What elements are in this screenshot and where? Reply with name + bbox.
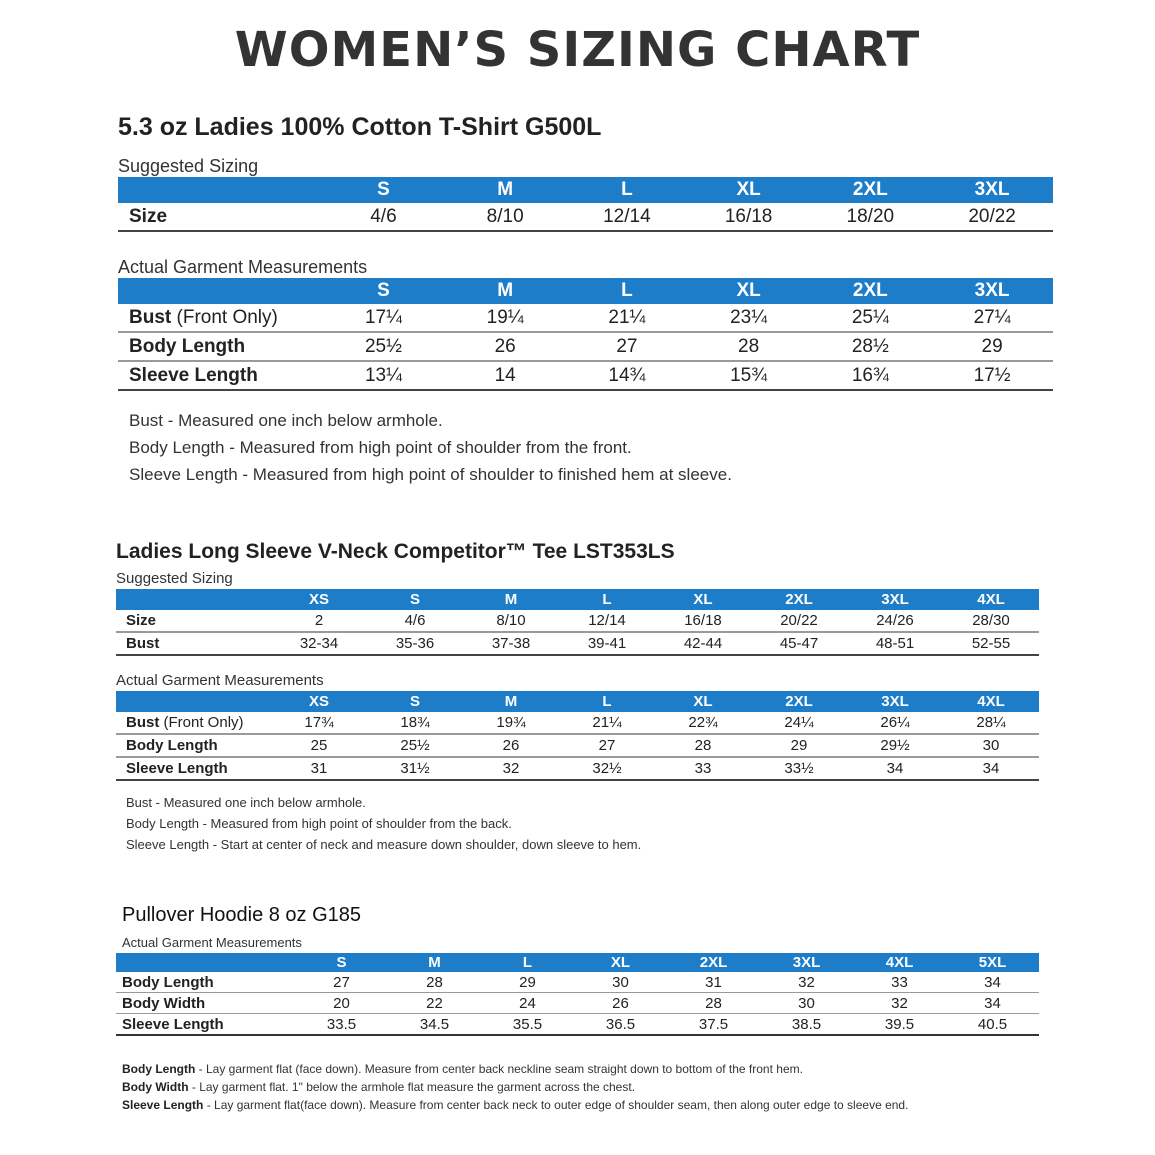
- table-cell: 16/18: [655, 610, 751, 632]
- table-cell: 2: [271, 610, 367, 632]
- row-label-text: Body Length: [122, 973, 214, 991]
- table-cell: 27¼: [931, 304, 1053, 332]
- row-label: [118, 304, 323, 332]
- size-header-cell: 5XL: [946, 953, 1039, 972]
- table-cell: 34.5: [388, 1014, 481, 1036]
- size-header-cell: XS: [271, 589, 367, 610]
- header-corner: [116, 589, 271, 610]
- table-cell: 24¼: [751, 712, 847, 734]
- tshirt-suggested-table: [118, 177, 1053, 232]
- table-cell: 32-34: [271, 632, 367, 655]
- table-cell: 52-55: [943, 632, 1039, 655]
- size-header-row: [116, 589, 1039, 610]
- table-cell: 39-41: [559, 632, 655, 655]
- row-label: [116, 712, 271, 734]
- table-cell: 16/18: [688, 203, 810, 231]
- hoodie-notes: [116, 1060, 1039, 1114]
- row-label: [116, 1014, 295, 1036]
- table-cell: 8/10: [444, 203, 566, 231]
- table-cell: 25½: [367, 734, 463, 757]
- table-cell: 29: [751, 734, 847, 757]
- longsleeve-note: Sleeve Length - Start at center of neck and measure down shoulder, down sleeve to hem.: [126, 837, 642, 852]
- table-cell: 27: [295, 972, 388, 993]
- table-cell: 34: [946, 993, 1039, 1014]
- header-corner: [118, 177, 323, 203]
- table-cell: 24: [481, 993, 574, 1014]
- hoodie-note: [122, 1078, 1039, 1096]
- row-label: [118, 361, 323, 390]
- size-header-cell: 3XL: [760, 953, 853, 972]
- table-cell: 28: [388, 972, 481, 993]
- table-row: [116, 1014, 1039, 1036]
- table-cell: 28: [667, 993, 760, 1014]
- table-row: [116, 712, 1039, 734]
- table-cell: 13¼: [323, 361, 445, 390]
- table-cell: 26¼: [847, 712, 943, 734]
- table-row: [116, 610, 1039, 632]
- table-cell: 35-36: [367, 632, 463, 655]
- table-cell: 33: [655, 757, 751, 780]
- size-header-cell: M: [444, 177, 566, 203]
- row-label: [118, 203, 323, 231]
- table-cell: 33.5: [295, 1014, 388, 1036]
- table-cell: 42-44: [655, 632, 751, 655]
- table-cell: 22: [388, 993, 481, 1014]
- longsleeve-suggested-table: [116, 589, 1039, 656]
- size-header-cell: XL: [655, 589, 751, 610]
- table-cell: 38.5: [760, 1014, 853, 1036]
- table-cell: 31½: [367, 757, 463, 780]
- table-row: [118, 304, 1053, 332]
- row-label: [116, 610, 271, 632]
- table-cell: 12/14: [559, 610, 655, 632]
- table-cell: 15¾: [688, 361, 810, 390]
- table-cell: 33: [853, 972, 946, 993]
- size-header-cell: 2XL: [667, 953, 760, 972]
- size-header-cell: M: [388, 953, 481, 972]
- size-header-row: [116, 953, 1039, 972]
- hoodie-note-text: - Lay garment flat (face down). Measure from center back neckline seam straight down to bottom of the front hem.: [195, 1062, 803, 1076]
- size-header-cell: M: [444, 278, 566, 304]
- header-corner: [116, 691, 271, 712]
- table-cell: 14¾: [566, 361, 688, 390]
- table-cell: 4/6: [367, 610, 463, 632]
- hoodie-actual-label: Actual Garment Measurements: [122, 935, 302, 950]
- longsleeve-title: Ladies Long Sleeve V-Neck Competitor™ Tee LST353LS: [116, 540, 675, 563]
- table-cell: 34: [943, 757, 1039, 780]
- row-label-text: Sleeve Length: [122, 1015, 224, 1033]
- table-cell: 27: [559, 734, 655, 757]
- header-corner: [118, 278, 323, 304]
- table-cell: 28¼: [943, 712, 1039, 734]
- size-header-cell: S: [323, 177, 445, 203]
- table-cell: 33½: [751, 757, 847, 780]
- table-cell: 22¾: [655, 712, 751, 734]
- row-label-text: Sleeve Length: [129, 364, 258, 386]
- table-cell: 35.5: [481, 1014, 574, 1036]
- row-label-text: Bust: [129, 306, 172, 328]
- table-cell: 45-47: [751, 632, 847, 655]
- size-header-cell: S: [367, 691, 463, 712]
- table-cell: 31: [271, 757, 367, 780]
- size-header-row: [118, 177, 1053, 203]
- tshirt-suggested-body: [118, 177, 1053, 231]
- table-row: [116, 972, 1039, 993]
- size-header-row: [118, 278, 1053, 304]
- size-header-cell: M: [463, 691, 559, 712]
- table-cell: 28½: [809, 332, 931, 361]
- table-cell: 4/6: [323, 203, 445, 231]
- table-cell: 19¾: [463, 712, 559, 734]
- page-title: WOMEN’S SIZING CHART: [234, 22, 921, 78]
- table-row: [118, 203, 1053, 231]
- size-header-cell: 3XL: [847, 589, 943, 610]
- row-label: [116, 757, 271, 780]
- size-header-cell: S: [323, 278, 445, 304]
- hoodie-note-text: - Lay garment flat(face down). Measure from center back neck to outer edge of shoulder seam, then along outer edge to sleeve end.: [203, 1098, 909, 1112]
- longsleeve-actual-body: [116, 691, 1039, 780]
- size-header-cell: L: [566, 177, 688, 203]
- longsleeve-section: [116, 540, 1039, 855]
- hoodie-note-term: Sleeve Length: [122, 1098, 204, 1112]
- tshirt-note: Body Length - Measured from high point of shoulder from the front.: [129, 438, 632, 457]
- table-cell: 20/22: [751, 610, 847, 632]
- size-header-row: [116, 691, 1039, 712]
- row-label-text: Sleeve Length: [126, 760, 228, 777]
- longsleeve-actual-table: [116, 691, 1039, 781]
- size-header-cell: L: [566, 278, 688, 304]
- longsleeve-actual-label: Actual Garment Measurements: [116, 672, 324, 689]
- longsleeve-note: Bust - Measured one inch below armhole.: [126, 795, 366, 810]
- table-cell: 28/30: [943, 610, 1039, 632]
- table-cell: 25: [271, 734, 367, 757]
- table-cell: 28: [655, 734, 751, 757]
- table-cell: 30: [574, 972, 667, 993]
- table-cell: 28: [688, 332, 810, 361]
- tshirt-title: 5.3 oz Ladies 100% Cotton T-Shirt G500L: [118, 113, 602, 141]
- size-header-cell: L: [559, 589, 655, 610]
- size-header-cell: 2XL: [751, 589, 847, 610]
- table-cell: 25¼: [809, 304, 931, 332]
- table-cell: 34: [847, 757, 943, 780]
- row-label: [116, 632, 271, 655]
- table-cell: 29½: [847, 734, 943, 757]
- table-cell: 16¾: [809, 361, 931, 390]
- row-label-suffix: (Front Only): [159, 714, 244, 731]
- size-header-cell: 2XL: [809, 278, 931, 304]
- table-cell: 29: [481, 972, 574, 993]
- tshirt-section: [118, 113, 1053, 488]
- hoodie-note-term: Body Length: [122, 1062, 196, 1076]
- table-cell: 30: [943, 734, 1039, 757]
- row-label-text: Body Width: [122, 994, 206, 1012]
- tshirt-notes: [118, 407, 1053, 488]
- size-header-cell: XL: [655, 691, 751, 712]
- size-header-cell: 4XL: [943, 691, 1039, 712]
- row-label: [116, 993, 295, 1014]
- row-label: [116, 734, 271, 757]
- row-label-text: Size: [129, 205, 168, 227]
- tshirt-note: Sleeve Length - Measured from high point of shoulder to finished hem at sleeve.: [129, 465, 732, 484]
- table-cell: 31: [667, 972, 760, 993]
- table-cell: 17¼: [323, 304, 445, 332]
- table-cell: 30: [760, 993, 853, 1014]
- table-cell: 37-38: [463, 632, 559, 655]
- size-header-cell: 2XL: [809, 177, 931, 203]
- table-cell: 23¼: [688, 304, 810, 332]
- table-cell: 21¼: [559, 712, 655, 734]
- table-cell: 32: [853, 993, 946, 1014]
- table-cell: 37.5: [667, 1014, 760, 1036]
- tshirt-actual-body: [118, 278, 1053, 390]
- size-header-cell: 3XL: [847, 691, 943, 712]
- table-row: [116, 993, 1039, 1014]
- tshirt-suggested-label: Suggested Sizing: [118, 156, 259, 176]
- table-cell: 39.5: [853, 1014, 946, 1036]
- table-cell: 29: [931, 332, 1053, 361]
- size-header-cell: M: [463, 589, 559, 610]
- table-cell: 34: [946, 972, 1039, 993]
- table-cell: 18¾: [367, 712, 463, 734]
- header-corner: [116, 953, 295, 972]
- hoodie-note: [122, 1060, 1039, 1078]
- table-cell: 20: [295, 993, 388, 1014]
- size-header-cell: S: [295, 953, 388, 972]
- hoodie-note: [122, 1096, 1039, 1114]
- table-row: [118, 332, 1053, 361]
- table-cell: 24/26: [847, 610, 943, 632]
- tshirt-note: Bust - Measured one inch below armhole.: [129, 411, 443, 430]
- table-cell: 26: [463, 734, 559, 757]
- row-label-text: Bust: [126, 635, 160, 652]
- longsleeve-suggested-body: [116, 589, 1039, 655]
- longsleeve-suggested-label: Suggested Sizing: [116, 570, 233, 587]
- hoodie-note-term: Body Width: [122, 1080, 189, 1094]
- table-row: [116, 757, 1039, 780]
- table-cell: 21¼: [566, 304, 688, 332]
- table-row: [116, 632, 1039, 655]
- table-cell: 12/14: [566, 203, 688, 231]
- size-header-cell: XL: [688, 278, 810, 304]
- row-label-text: Bust: [126, 714, 160, 731]
- hoodie-actual-table: [116, 953, 1039, 1036]
- hoodie-actual-body: [116, 953, 1039, 1035]
- table-cell: 26: [574, 993, 667, 1014]
- table-cell: 20/22: [931, 203, 1053, 231]
- size-header-cell: L: [559, 691, 655, 712]
- row-label: [116, 972, 295, 993]
- table-cell: 17½: [931, 361, 1053, 390]
- size-header-cell: 2XL: [751, 691, 847, 712]
- size-header-cell: S: [367, 589, 463, 610]
- size-header-cell: L: [481, 953, 574, 972]
- table-cell: 32: [760, 972, 853, 993]
- table-cell: 48-51: [847, 632, 943, 655]
- row-label: [118, 332, 323, 361]
- table-cell: 18/20: [809, 203, 931, 231]
- table-row: [116, 734, 1039, 757]
- hoodie-note-text: - Lay garment flat. 1" below the armhole flat measure the garment across the chest.: [188, 1080, 636, 1094]
- table-cell: 14: [444, 361, 566, 390]
- table-cell: 27: [566, 332, 688, 361]
- row-label-text: Size: [126, 612, 157, 629]
- tshirt-actual-table: [118, 278, 1053, 391]
- table-row: [118, 361, 1053, 390]
- hoodie-section: [116, 904, 1039, 1114]
- table-cell: 32½: [559, 757, 655, 780]
- hoodie-title: Pullover Hoodie 8 oz G185: [122, 904, 362, 926]
- row-label-text: Body Length: [129, 335, 246, 357]
- tshirt-actual-label: Actual Garment Measurements: [118, 257, 368, 277]
- table-cell: 19¼: [444, 304, 566, 332]
- size-header-cell: XL: [574, 953, 667, 972]
- table-cell: 36.5: [574, 1014, 667, 1036]
- longsleeve-notes: [116, 792, 1039, 855]
- table-cell: 32: [463, 757, 559, 780]
- row-label-text: Body Length: [126, 737, 218, 754]
- table-cell: 17¾: [271, 712, 367, 734]
- table-cell: 8/10: [463, 610, 559, 632]
- row-label-suffix: (Front Only): [171, 306, 278, 328]
- size-header-cell: XS: [271, 691, 367, 712]
- table-cell: 26: [444, 332, 566, 361]
- size-header-cell: 4XL: [943, 589, 1039, 610]
- size-header-cell: 3XL: [931, 278, 1053, 304]
- size-header-cell: 3XL: [931, 177, 1053, 203]
- table-cell: 25½: [323, 332, 445, 361]
- size-header-cell: 4XL: [853, 953, 946, 972]
- table-cell: 40.5: [946, 1014, 1039, 1036]
- longsleeve-note: Body Length - Measured from high point of shoulder from the back.: [126, 816, 512, 831]
- size-header-cell: XL: [688, 177, 810, 203]
